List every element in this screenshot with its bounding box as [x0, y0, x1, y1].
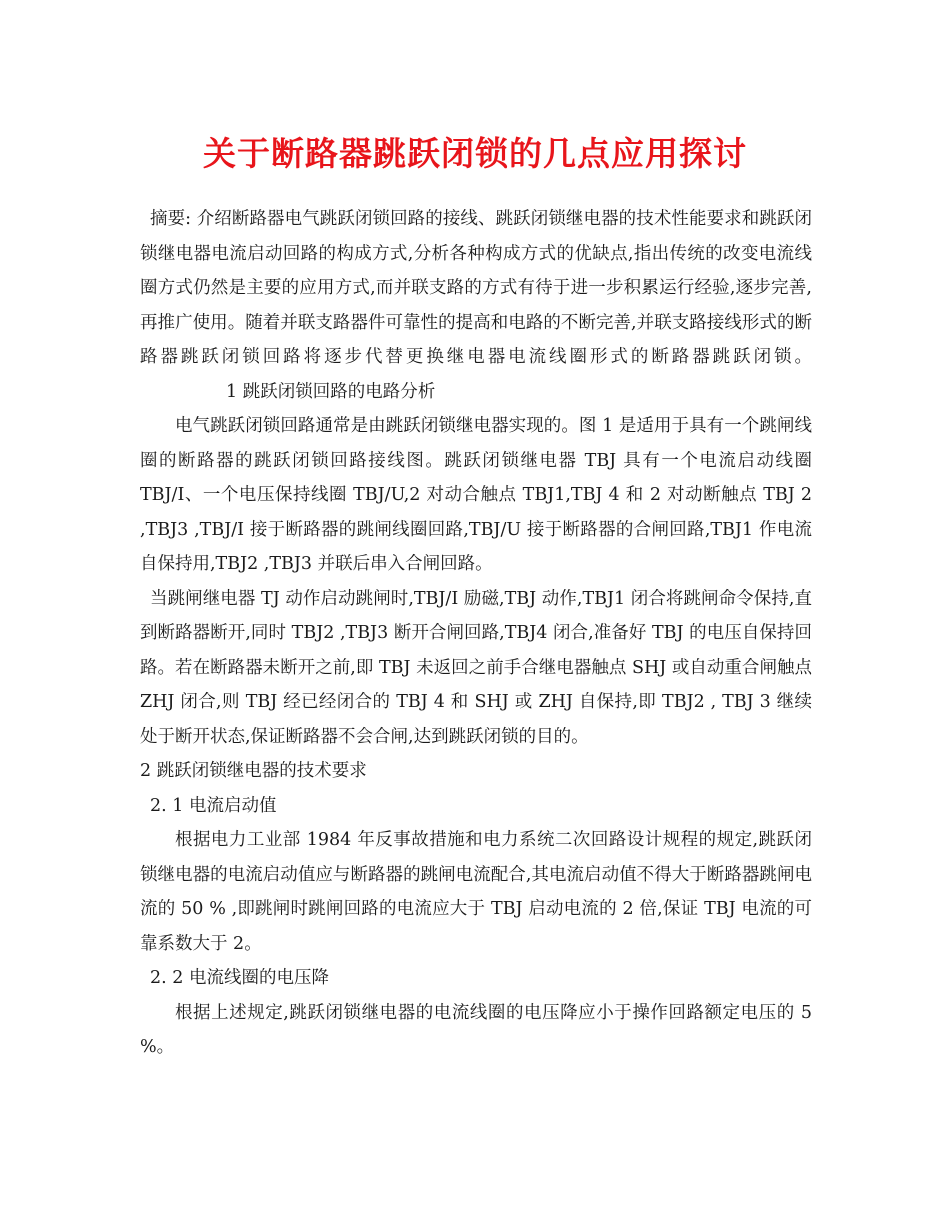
section-2-heading: 2 跳跃闭锁继电器的技术要求: [140, 761, 367, 781]
paragraph-1: 电气跳跃闭锁回路通常是由跳跃闭锁继电器实现的。图 1 是适用于具有一个跳闸线圈的断路器的跳跃闭锁回路接线图。跳跃闭锁继电器 TBJ 具有一个电流启动线圈 TBJ/I、一个电压保持线圈 TBJ/U,2 对动合触点 TBJ1,TBJ 4 和 2 对动断触点 TBJ 2 ,TBJ3 ,TBJ/I 接于断路器的跳闸线圈回路,TBJ/U 接于断路器的合闸回路,TBJ1 作电流自保持用,TBJ2 ,TBJ3 并联后串入合闸回路。: [140, 416, 812, 574]
abstract-text: 摘要: 介绍断路器电气跳跃闭锁回路的接线、跳跃闭锁继电器的技术性能要求和跳跃闭锁继电器电流启动回路的构成方式,分析各种构成方式的优缺点,指出传统的改变电流线圈方式仍然是主要的应用方式,而并联支路的方式有待于进一步积累运行经验,逐步完善,再推广使用。随着并联支路器件可靠性的提高和电路的不断完善,并联支路接线形式的断路器跳跃闭锁回路将逐步代替更换继电器电流线圈形式的断路器跳跃闭锁。: [140, 209, 812, 367]
abstract-paragraph: [140, 202, 812, 409]
paragraph-3: 根据电力工业部 1984 年反事故措施和电力系统二次回路设计规程的规定,跳跃闭锁继电器的电流启动值应与断路器的跳闸电流配合,其电流启动值不得大于断路器跳闸电流的 50 % ,即跳闸时跳闸回路的电流应大于 TBJ 启动电流的 2 倍,保证 TBJ 电流的可靠系数大于 2。: [140, 830, 812, 954]
section-2-2-heading: 2. 2 电流线圈的电压降: [150, 968, 329, 988]
section-2-1-heading: 2. 1 电流启动值: [150, 795, 277, 816]
paragraph-4: 根据上述规定,跳跃闭锁继电器的电流线圈的电压降应小于操作回路额定电压的 5 %。: [140, 1002, 812, 1057]
section-1-heading: 1 跳跃闭锁回路的电路分析: [226, 381, 436, 402]
document-body: [140, 202, 812, 1065]
document-title: 关于断路器跳跃闭锁的几点应用探讨: [203, 134, 747, 173]
paragraph-2: 当跳闸继电器 TJ 动作启动跳闸时,TBJ/I 励磁,TBJ 动作,TBJ1 闭合将跳闸命令保持,直到断路器断开,同时 TBJ2 ,TBJ3 断开合闸回路,TBJ4 闭合,准备好 TBJ 的电压自保持回路。若在断路器未断开之前,即 TBJ 未返回之前手合继电器触点 SHJ 或自动重合闸触点 ZHJ 闭合,则 TBJ 经已经闭合的 TBJ 4 和 SHJ 或 ZHJ 自保持,即 TBJ2 , TBJ 3 继续处于断开状态,保证断路器不会合闸,达到跳跃闭锁的目的。: [140, 588, 812, 747]
